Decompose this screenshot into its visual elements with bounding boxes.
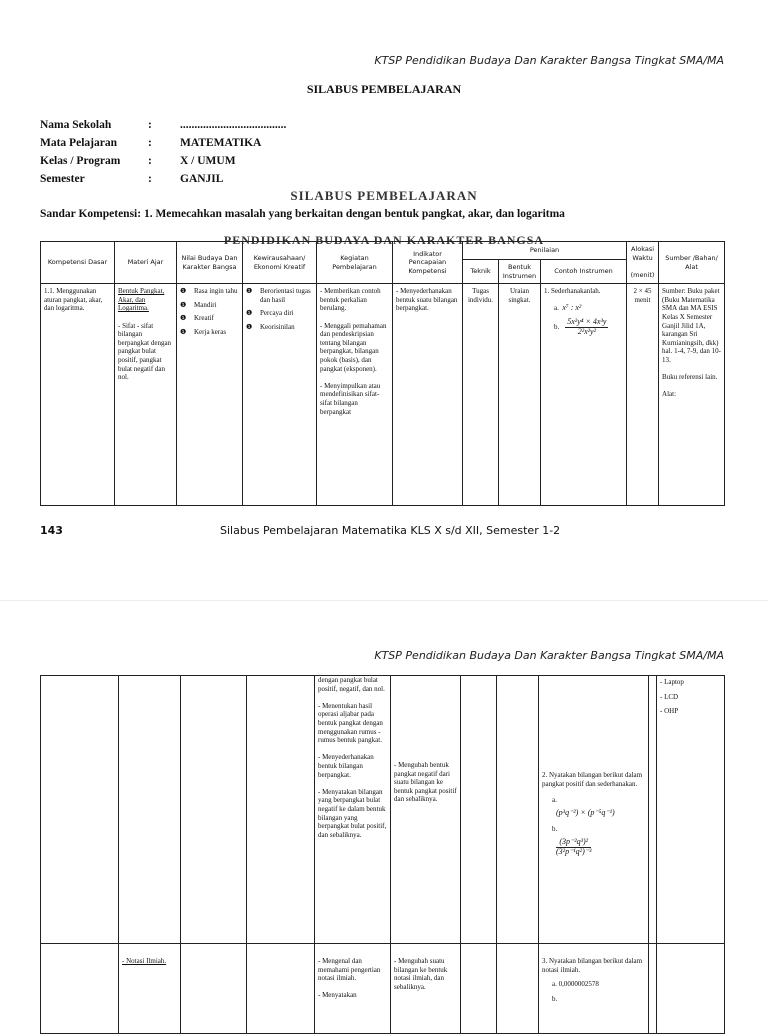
list-item-label: Kreatif	[194, 314, 214, 323]
bullet-icon: ❶	[180, 314, 187, 323]
kegiatan-item: - Menyatakan bilangan yang berpangkat bulat negatif ke dalam bentuk bilangan yang berpangkat bulat positif, dan sebaliknya.	[318, 787, 387, 839]
info-row	[40, 116, 286, 134]
kewira-cell	[243, 284, 317, 506]
materi-item: - Notasi Ilmiah.	[122, 957, 167, 965]
kd-cell: 1.1. Menggunakan aturan pangkat, akar, dan logaritma.	[41, 284, 115, 506]
sumber-text: Buku referensi lain.	[662, 373, 718, 382]
info-value: MATEMATIKA	[180, 137, 262, 149]
list-item-label: Mandiri	[194, 300, 217, 309]
sumber-text: Alat:	[662, 390, 677, 399]
kegiatan-item: - Memberikan contoh bentuk perkalian berulang.	[320, 287, 381, 313]
col-penilaian: Penilaian	[463, 242, 627, 260]
fraction-denominator: (3²p⁻¹q²)⁻³	[556, 846, 592, 856]
question-label: 3. Nyatakan bilangan berikut dalam notasi ilmiah.	[542, 957, 643, 974]
col-materi-ajar: Materi Ajar	[115, 242, 177, 284]
materi-cell	[119, 944, 181, 1034]
list-item-label: Berorientasi tugas dan hasil	[260, 287, 311, 304]
math-expression: (p³q⁻²) × (p⁻⁵q⁻¹)	[556, 807, 615, 817]
list-item	[246, 323, 313, 332]
kewira-cell	[247, 944, 315, 1034]
kegiatan-cell	[317, 284, 393, 506]
sumber-item: - LCD	[660, 692, 679, 701]
math-fraction	[565, 318, 608, 336]
col-indikator: Indikator Pencapaian Kompetensi	[393, 242, 463, 284]
info-row	[40, 134, 286, 152]
kegiatan-item: dengan pangkat bulat positif, negatif, dan nol.	[318, 676, 385, 693]
syllabus-table-continued	[40, 675, 725, 1034]
nilai-cell	[177, 284, 243, 506]
info-value: GANJIL	[180, 173, 224, 185]
info-value: X / UMUM	[180, 155, 236, 167]
list-item	[246, 309, 313, 318]
list-item	[180, 314, 239, 323]
question-a	[552, 796, 645, 805]
menit-label: (menit)	[630, 271, 655, 280]
fraction-numerator: (3p⁻²q³)²	[556, 838, 591, 848]
fraction-numerator: 5x²y⁴ × 4x³y	[567, 317, 607, 327]
bullet-icon: ❶	[246, 322, 253, 331]
indikator-cell	[391, 944, 461, 1034]
kegiatan-item: - Menyimpulkan atau mendefinisikan sifat-sifat bilangan berpangkat	[320, 381, 381, 416]
kegiatan-item: - Menyederhanakan bentuk bilangan berpangkat.	[318, 753, 374, 779]
bullet-icon: ❶	[180, 327, 187, 336]
list-item-label: Rasa ingin tahu	[194, 287, 238, 296]
table-row	[41, 284, 725, 506]
info-row	[40, 170, 286, 188]
page-title: SILABUS PEMBELAJARAN	[306, 82, 462, 96]
option-letter: b.	[552, 825, 558, 834]
page-number: 143	[40, 524, 63, 537]
info-colon: :	[148, 155, 152, 167]
alokasi-cell	[649, 676, 657, 944]
table-row	[41, 944, 725, 1034]
materi-title: Bentuk Pangkat, Akar, dan Logaritma.	[118, 287, 165, 313]
list-item	[180, 287, 239, 296]
option-letter: a.	[554, 303, 559, 312]
school-info	[40, 116, 286, 188]
running-header: KTSP Pendidikan Budaya Dan Karakter Bangsa Tingkat SMA/MA	[374, 649, 724, 662]
col-bentuk: Bentuk Instrumen	[499, 260, 541, 284]
header-row	[41, 242, 725, 260]
indikator-cell	[391, 676, 461, 944]
list-item	[180, 301, 239, 310]
math-expression: x⁷ : x²	[562, 302, 582, 312]
col-kompetensi-dasar: Kompetensi Dasar	[41, 242, 115, 284]
bullet-icon: ❶	[180, 287, 187, 296]
sumber-cell	[659, 284, 725, 506]
bullet-icon: ❶	[246, 287, 253, 296]
nilai-cell	[181, 944, 247, 1034]
list-item	[246, 287, 313, 304]
sumber-cell	[657, 944, 725, 1034]
kewira-cell	[247, 676, 315, 944]
indikator-item: - Mengubah bentuk pangkat negatif dari suatu bilangan ke bentuk pangkat positif dan sebaliknya.	[394, 761, 457, 804]
sumber-cell	[657, 676, 725, 944]
teknik-cell	[461, 676, 497, 944]
kegiatan-item: - Menentukan hasil operasi aljabar pada bentuk pangkat dengan menggunakan rumus - rumus bentuk pangkat.	[318, 701, 383, 745]
math-fraction	[556, 838, 591, 856]
question-label: 1. Sederhanakanlah.	[544, 287, 601, 296]
materi-item: - Sifat - sifat bilangan berpangkat dengan pangkat bulat positif, pangkat bulat negatif dan nol.	[118, 321, 172, 382]
col-sumber: Sumber /Bahan/ Alat	[659, 242, 725, 284]
bentuk-cell	[497, 944, 539, 1034]
question-a: a. 0,0000002578	[552, 980, 599, 989]
list-item-label: Keorisinilan	[260, 322, 295, 331]
col-contoh: Contoh Instrumen	[541, 260, 627, 284]
document-page-2	[0, 600, 768, 1025]
option-letter: a.	[552, 796, 557, 805]
bentuk-cell: Uraian singkat.	[499, 284, 541, 506]
col-alokasi	[627, 242, 659, 284]
list-item	[180, 328, 239, 337]
col-kegiatan: Kegiatan Pembelajaran	[317, 242, 393, 284]
bullet-icon: ❶	[180, 300, 187, 309]
syllabus-table	[40, 241, 725, 506]
page-footer	[40, 524, 561, 537]
overlay-title-1: SILABUS PEMBELAJARAN	[290, 188, 478, 203]
kegiatan-cell	[315, 944, 391, 1034]
standar-kompetensi: Sandar Kompetensi: 1. Memecahkan masalah yang berkaitan dengan bentuk pangkat, akar, dan logaritma	[40, 208, 565, 220]
materi-cell	[119, 676, 181, 944]
footer-text: Silabus Pembelajaran Matematika KLS X s/d XII, Semester 1-2	[220, 524, 561, 537]
info-key: Nama Sekolah	[40, 119, 112, 131]
question-b: b.	[552, 994, 558, 1003]
info-key: Semester	[40, 173, 85, 185]
sumber-item: - Laptop	[660, 678, 684, 686]
kegiatan-item: - Mengenal dan memahami pengertian notasi ilmiah.	[318, 957, 381, 983]
question-label: 2. Nyatakan bilangan berikut dalam pangkat positif dan sederhanakan.	[542, 771, 643, 788]
bentuk-cell	[497, 676, 539, 944]
kegiatan-item: - Menggali pemahaman dan pendeskripsian tentang bilangan berpangkat, bilangan pokok (basis), dan pangkat (eksponen).	[320, 321, 387, 373]
kegiatan-cell	[315, 676, 391, 944]
contoh-cell	[541, 284, 627, 506]
alokasi-cell: 2 × 45 menit	[627, 284, 659, 506]
table-row	[41, 676, 725, 944]
bullet-icon: ❶	[246, 309, 253, 318]
teknik-cell	[461, 944, 497, 1034]
nilai-cell	[181, 676, 247, 944]
contoh-cell	[539, 676, 649, 944]
indikator-cell: - Menyederhanakan bentuk suatu bilangan berpangkat.	[393, 284, 463, 506]
info-value: .....................................	[180, 119, 287, 131]
question-a	[554, 304, 623, 313]
fraction-denominator: 2²x²y²	[577, 326, 596, 336]
list-item-label: Kerja keras	[194, 327, 227, 336]
kegiatan-item: - Menyatakan	[318, 991, 357, 1000]
contoh-cell	[539, 944, 649, 1034]
kd-cell	[41, 944, 119, 1034]
option-letter: b.	[554, 323, 560, 332]
list-item-label: Percaya diri	[260, 309, 294, 318]
info-colon: :	[148, 119, 152, 131]
info-colon: :	[148, 137, 152, 149]
col-teknik: Teknik	[463, 260, 499, 284]
indikator-item: - Mengubah suatu bilangan ke bentuk notasi ilmiah, dan sebaliknya.	[394, 957, 448, 991]
info-row	[40, 152, 286, 170]
running-header: KTSP Pendidikan Budaya Dan Karakter Bangsa Tingkat SMA/MA	[374, 54, 724, 67]
alokasi-cell	[649, 944, 657, 1034]
sumber-text: Sumber: Buku paket (Buku Matematika SMA dan MA ESIS Kelas X Semester Ganjil Jilid 1A, karangan Sri Kurnianingsih, dkk) hal. 1-4, 7-9, dan 10-13.	[662, 287, 721, 364]
alokasi-label: Alokasi Waktu	[631, 245, 655, 262]
info-colon: :	[148, 173, 152, 185]
materi-cell	[115, 284, 177, 506]
sumber-item: - OHP	[660, 707, 679, 716]
col-kewirausahaan: Kewirausahaan/ Ekonomi Kreatif	[243, 242, 317, 284]
info-key: Mata Pelajaran	[40, 137, 117, 149]
overlay-title-2: PENDIDIKAN BUDAYA DAN KARAKTER BANGSA	[223, 233, 545, 247]
question-b	[552, 825, 645, 834]
kd-cell	[41, 676, 119, 944]
teknik-cell: Tugas individu.	[463, 284, 499, 506]
col-nilai-budaya: Nilai Budaya Dan Karakter Bangsa	[177, 242, 243, 284]
question-b	[554, 318, 623, 336]
info-key: Kelas / Program	[40, 155, 121, 167]
